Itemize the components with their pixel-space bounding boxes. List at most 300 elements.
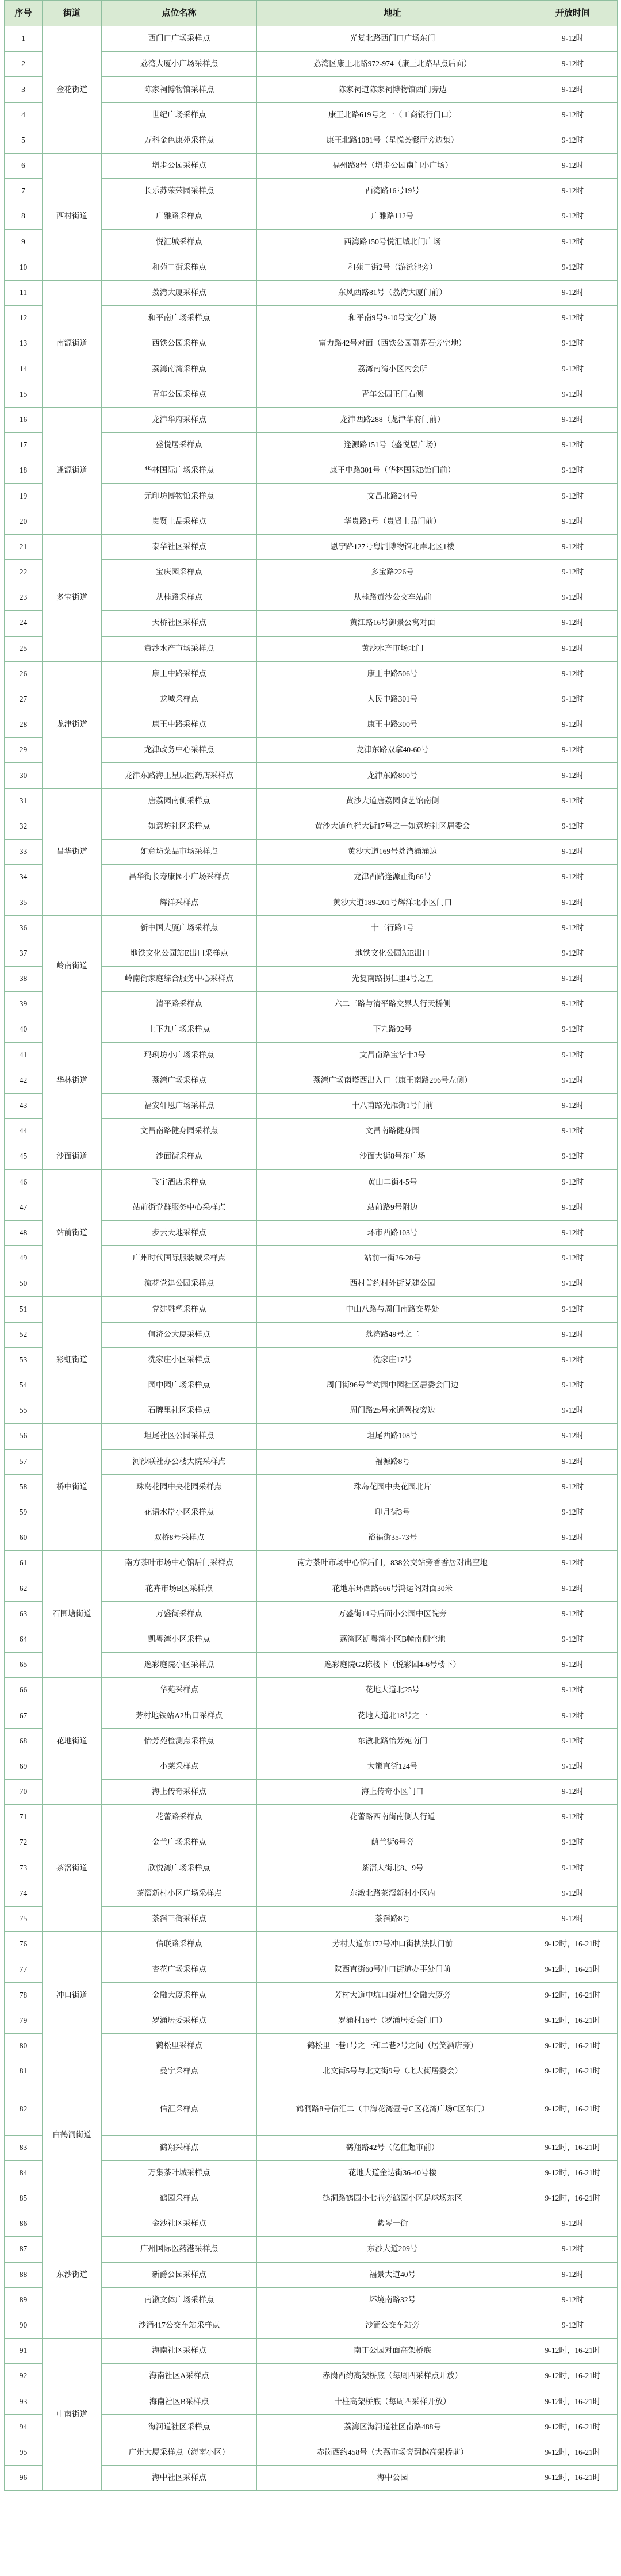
site-name: 园中园广场采样点 xyxy=(102,1373,257,1398)
site-address: 大策直街124号 xyxy=(257,1754,528,1779)
open-hours: 9-12时 xyxy=(528,1144,618,1170)
row-number: 58 xyxy=(5,1474,43,1500)
row-number: 49 xyxy=(5,1246,43,1271)
open-hours: 9-12时 xyxy=(528,2287,618,2313)
row-number: 95 xyxy=(5,2440,43,2465)
site-name: 小莱采样点 xyxy=(102,1754,257,1779)
open-hours: 9-12时 xyxy=(528,611,618,636)
site-name: 欣悦湾广场采样点 xyxy=(102,1856,257,1881)
site-name: 芳村地铁站A2出口采样点 xyxy=(102,1703,257,1728)
row-number: 55 xyxy=(5,1398,43,1424)
site-address: 下九路92号 xyxy=(257,1017,528,1042)
table-row xyxy=(5,2211,618,2237)
open-hours: 9-12时 xyxy=(528,814,618,839)
street-name: 岭南街道 xyxy=(43,915,102,1017)
site-address: 北文街5号与北文街9号（北大街居委会） xyxy=(257,2059,528,2084)
site-address: 青年公园正门右侧 xyxy=(257,382,528,407)
site-name: 黄沙水产市场采样点 xyxy=(102,636,257,661)
row-number: 2 xyxy=(5,52,43,77)
site-address: 陕西直街60号冲口街道办事处门前 xyxy=(257,1957,528,1983)
site-name: 南方茶叶市场中心馆后门采样点 xyxy=(102,1551,257,1576)
site-address: 花地大道北18号之一 xyxy=(257,1703,528,1728)
site-address: 和苑二街2号（游泳池旁） xyxy=(257,255,528,280)
header-address: 地址 xyxy=(257,1,528,26)
open-hours: 9-12时 xyxy=(528,1195,618,1220)
site-name: 元印坊博物馆采样点 xyxy=(102,484,257,509)
open-hours: 9-12时 xyxy=(528,382,618,407)
site-name: 龙津东路海王星辰医药店采样点 xyxy=(102,763,257,788)
street-name: 西村街道 xyxy=(43,153,102,280)
header-row xyxy=(5,1,618,26)
row-number: 79 xyxy=(5,2008,43,2033)
site-name: 凯粤湾小区采样点 xyxy=(102,1627,257,1652)
site-name: 从桂路采样点 xyxy=(102,585,257,611)
site-address: 康王北路1081号（星悦荟餐厅旁边集） xyxy=(257,128,528,153)
table-row xyxy=(5,2059,618,2084)
row-number: 39 xyxy=(5,992,43,1017)
site-name: 龙津华府采样点 xyxy=(102,407,257,432)
street-name: 多宝街道 xyxy=(43,534,102,661)
row-number: 89 xyxy=(5,2287,43,2313)
site-name: 罗涌居委采样点 xyxy=(102,2008,257,2033)
table-row xyxy=(5,1170,618,1195)
site-address: 花地大道金达街36-40号楼 xyxy=(257,2160,528,2186)
site-address: 芳村大道东172号冲口街执法队门前 xyxy=(257,1932,528,1957)
row-number: 5 xyxy=(5,128,43,153)
row-number: 90 xyxy=(5,2313,43,2338)
site-address: 黄沙水产市场北门 xyxy=(257,636,528,661)
site-address: 富力路42号对面（西铁公园萧界石旁空地） xyxy=(257,331,528,356)
open-hours: 9-12时 xyxy=(528,356,618,382)
open-hours: 9-12时 xyxy=(528,1881,618,1906)
row-number: 77 xyxy=(5,1957,43,1983)
open-hours: 9-12时 xyxy=(528,1017,618,1042)
row-number: 82 xyxy=(5,2084,43,2135)
site-name: 海河道社区采样点 xyxy=(102,2414,257,2440)
open-hours: 9-12时 xyxy=(528,1093,618,1118)
site-name: 康王中路采样点 xyxy=(102,712,257,738)
site-name: 康王中路采样点 xyxy=(102,661,257,687)
site-name: 昌华街长寿康园小广场采样点 xyxy=(102,865,257,890)
open-hours: 9-12时 xyxy=(528,1068,618,1093)
street-name: 茶滘街道 xyxy=(43,1805,102,1932)
open-hours: 9-12时，16-21时 xyxy=(528,2033,618,2058)
site-address: 万盛街14号后面小公园中医院旁 xyxy=(257,1601,528,1627)
site-address: 十三行路1号 xyxy=(257,915,528,941)
site-address: 鹤洞路8号信汇二（中海花湾壹号C区花湾广场C区东门） xyxy=(257,2084,528,2135)
row-number: 4 xyxy=(5,102,43,128)
row-number: 15 xyxy=(5,382,43,407)
open-hours: 9-12时 xyxy=(528,1906,618,1931)
site-address: 文昌南路宝华十3号 xyxy=(257,1042,528,1068)
site-name: 增步公园采样点 xyxy=(102,153,257,178)
row-number: 28 xyxy=(5,712,43,738)
row-number: 57 xyxy=(5,1449,43,1474)
row-number: 26 xyxy=(5,661,43,687)
site-name: 党建雕塑采样点 xyxy=(102,1297,257,1322)
site-name: 如意坊社区采样点 xyxy=(102,814,257,839)
row-number: 88 xyxy=(5,2262,43,2287)
street-name: 中南街道 xyxy=(43,2339,102,2491)
open-hours: 9-12时 xyxy=(528,712,618,738)
open-hours: 9-12时，16-21时 xyxy=(528,2339,618,2364)
row-number: 75 xyxy=(5,1906,43,1931)
site-name: 珠岛花园中央花园采样点 xyxy=(102,1474,257,1500)
row-number: 29 xyxy=(5,738,43,763)
row-number: 14 xyxy=(5,356,43,382)
open-hours: 9-12时 xyxy=(528,153,618,178)
site-address: 文昌北路244号 xyxy=(257,484,528,509)
site-name: 海中社区采样点 xyxy=(102,2466,257,2491)
row-number: 61 xyxy=(5,1551,43,1576)
site-address: 荔湾南湾小区内会所 xyxy=(257,356,528,382)
open-hours: 9-12时，16-21时 xyxy=(528,2389,618,2414)
site-name: 龙津政务中心采样点 xyxy=(102,738,257,763)
table-row xyxy=(5,26,618,52)
open-hours: 9-12时 xyxy=(528,1754,618,1779)
street-name: 东沙街道 xyxy=(43,2211,102,2339)
site-name: 荔湾大厦采样点 xyxy=(102,280,257,305)
row-number: 23 xyxy=(5,585,43,611)
open-hours: 9-12时 xyxy=(528,1653,618,1678)
open-hours: 9-12时 xyxy=(528,865,618,890)
row-number: 25 xyxy=(5,636,43,661)
site-address: 周门路25号永通驾校旁边 xyxy=(257,1398,528,1424)
site-address: 南方茶叶市场中心馆后门，838公交站旁香香居对出空地 xyxy=(257,1551,528,1576)
site-address: 六二三路与清平路交界人行天桥侧 xyxy=(257,992,528,1017)
table-row xyxy=(5,788,618,814)
street-name: 沙面街道 xyxy=(43,1144,102,1170)
site-name: 世纪广场采样点 xyxy=(102,102,257,128)
site-name: 西铁公园采样点 xyxy=(102,331,257,356)
open-hours: 9-12时，16-21时 xyxy=(528,2135,618,2160)
site-name: 华林国际广场采样点 xyxy=(102,458,257,484)
site-name: 辉洋采样点 xyxy=(102,890,257,915)
open-hours: 9-12时 xyxy=(528,788,618,814)
site-address: 赤岗西约高架桥底（每周四采样点开放） xyxy=(257,2364,528,2389)
site-address: 环市西路103号 xyxy=(257,1220,528,1245)
row-number: 41 xyxy=(5,1042,43,1068)
open-hours: 9-12时 xyxy=(528,839,618,865)
row-number: 94 xyxy=(5,2414,43,2440)
open-hours: 9-12时 xyxy=(528,763,618,788)
site-address: 坏境南路32号 xyxy=(257,2287,528,2313)
site-address: 珠岛花园中央花园北片 xyxy=(257,1474,528,1500)
row-number: 64 xyxy=(5,1627,43,1652)
site-name: 花卉市场B区采样点 xyxy=(102,1576,257,1601)
site-address: 十八甫路光雁街1号门前 xyxy=(257,1093,528,1118)
open-hours: 9-12时 xyxy=(528,1703,618,1728)
open-hours: 9-12时 xyxy=(528,1347,618,1373)
open-hours: 9-12时 xyxy=(528,1119,618,1144)
row-number: 52 xyxy=(5,1322,43,1347)
row-number: 78 xyxy=(5,1983,43,2008)
row-number: 16 xyxy=(5,407,43,432)
open-hours: 9-12时 xyxy=(528,1678,618,1703)
open-hours: 9-12时 xyxy=(528,1856,618,1881)
site-name: 海南社区B采样点 xyxy=(102,2389,257,2414)
site-name: 泰华社区采样点 xyxy=(102,534,257,559)
open-hours: 9-12时 xyxy=(528,458,618,484)
site-name: 茶滘三街采样点 xyxy=(102,1906,257,1931)
open-hours: 9-12时 xyxy=(528,229,618,255)
site-name: 贵贤上品采样点 xyxy=(102,509,257,534)
site-name: 曼宁采样点 xyxy=(102,2059,257,2084)
site-address: 福州路8号（增步公园南门小广场） xyxy=(257,153,528,178)
site-address: 西湾路16号19号 xyxy=(257,179,528,204)
row-number: 18 xyxy=(5,458,43,484)
site-name: 文昌南路健身园采样点 xyxy=(102,1119,257,1144)
site-address: 多宝路226号 xyxy=(257,559,528,585)
row-number: 54 xyxy=(5,1373,43,1398)
site-name: 玛琍坊小广场采样点 xyxy=(102,1042,257,1068)
open-hours: 9-12时 xyxy=(528,509,618,534)
site-name: 万科金色康苑采样点 xyxy=(102,128,257,153)
open-hours: 9-12时 xyxy=(528,1551,618,1576)
street-name: 逢源街道 xyxy=(43,407,102,534)
open-hours: 9-12时 xyxy=(528,1424,618,1449)
table-row xyxy=(5,1551,618,1576)
site-name: 何济公大厦采样点 xyxy=(102,1322,257,1347)
open-hours: 9-12时，16-21时 xyxy=(528,2160,618,2186)
open-hours: 9-12时 xyxy=(528,2262,618,2287)
site-address: 沙面大街8号东广场 xyxy=(257,1144,528,1170)
site-name: 花语水岸小区采样点 xyxy=(102,1500,257,1525)
site-name: 和苑二街采样点 xyxy=(102,255,257,280)
site-address: 人民中路301号 xyxy=(257,687,528,712)
open-hours: 9-12时，16-21时 xyxy=(528,1932,618,1957)
site-name: 天桥社区采样点 xyxy=(102,611,257,636)
open-hours: 9-12时 xyxy=(528,1779,618,1804)
site-name: 信汇采样点 xyxy=(102,2084,257,2135)
street-name: 金花街道 xyxy=(43,26,102,154)
site-name: 海南社区采样点 xyxy=(102,2339,257,2364)
street-name: 华林街道 xyxy=(43,1017,102,1144)
site-address: 荔湾路49号之二 xyxy=(257,1322,528,1347)
site-address: 鹤洞路鹤园小七巷旁鹤园小区足球场东区 xyxy=(257,2186,528,2211)
site-name: 地铁文化公园站E出口采样点 xyxy=(102,941,257,966)
row-number: 81 xyxy=(5,2059,43,2084)
row-number: 92 xyxy=(5,2364,43,2389)
row-number: 36 xyxy=(5,915,43,941)
site-address: 黄沙大道189-201号辉洋北小区门口 xyxy=(257,890,528,915)
site-name: 盛悦居采样点 xyxy=(102,433,257,458)
site-address: 十柱高架桥底（每周四采样开放） xyxy=(257,2389,528,2414)
table-row xyxy=(5,1017,618,1042)
site-name: 宝庆园采样点 xyxy=(102,559,257,585)
site-name: 金融大厦采样点 xyxy=(102,1983,257,2008)
site-address: 黄沙大道鱼栏大街17号之一如意坊社区居委会 xyxy=(257,814,528,839)
row-number: 85 xyxy=(5,2186,43,2211)
row-number: 63 xyxy=(5,1601,43,1627)
row-number: 44 xyxy=(5,1119,43,1144)
site-address: 印月街3号 xyxy=(257,1500,528,1525)
site-name: 信联路采样点 xyxy=(102,1932,257,1957)
site-address: 康王中路506号 xyxy=(257,661,528,687)
site-name: 上下九广场采样点 xyxy=(102,1017,257,1042)
row-number: 59 xyxy=(5,1500,43,1525)
row-number: 69 xyxy=(5,1754,43,1779)
site-address: 陈家祠道陈家祠博物馆西门旁边 xyxy=(257,77,528,102)
site-address: 站前一街26-28号 xyxy=(257,1246,528,1271)
row-number: 43 xyxy=(5,1093,43,1118)
open-hours: 9-12时 xyxy=(528,1500,618,1525)
open-hours: 9-12时 xyxy=(528,941,618,966)
site-address: 从桂路黄沙公交车站前 xyxy=(257,585,528,611)
site-address: 福景大道40号 xyxy=(257,2262,528,2287)
open-hours: 9-12时 xyxy=(528,1474,618,1500)
site-address: 周门街96号首约园中园社区居委会门边 xyxy=(257,1373,528,1398)
site-address: 赤岗西约458号（大荔市场旁翻越高架桥前） xyxy=(257,2440,528,2465)
site-address: 龙津东路800号 xyxy=(257,763,528,788)
street-name: 石围塘街道 xyxy=(43,1551,102,1678)
site-name: 如意坊菜品市场采样点 xyxy=(102,839,257,865)
street-name: 龙津街道 xyxy=(43,661,102,788)
site-name: 逸彩庭院小区采样点 xyxy=(102,1653,257,1678)
site-address: 花地东环西路666号鸿运阁对面30米 xyxy=(257,1576,528,1601)
row-number: 62 xyxy=(5,1576,43,1601)
open-hours: 9-12时 xyxy=(528,992,618,1017)
row-number: 1 xyxy=(5,26,43,52)
open-hours: 9-12时 xyxy=(528,1373,618,1398)
site-name: 广雅路采样点 xyxy=(102,204,257,229)
site-name: 鹤园采样点 xyxy=(102,2186,257,2211)
site-address: 东漖北路茶滘新村小区内 xyxy=(257,1881,528,1906)
row-number: 72 xyxy=(5,1830,43,1856)
site-address: 花地大道北25号 xyxy=(257,1678,528,1703)
site-name: 鹤翔采样点 xyxy=(102,2135,257,2160)
site-address: 康王北路619号之一（工商银行门口） xyxy=(257,102,528,128)
site-name: 新爵公园采样点 xyxy=(102,2262,257,2287)
row-number: 31 xyxy=(5,788,43,814)
site-address: 海上传奇小区门口 xyxy=(257,1779,528,1804)
open-hours: 9-12时 xyxy=(528,1449,618,1474)
row-number: 11 xyxy=(5,280,43,305)
site-address: 福源路8号 xyxy=(257,1449,528,1474)
street-name: 彩虹街道 xyxy=(43,1297,102,1424)
row-number: 87 xyxy=(5,2237,43,2262)
site-address: 中山八路与周门南路交界处 xyxy=(257,1297,528,1322)
open-hours: 9-12时 xyxy=(528,1398,618,1424)
table-body xyxy=(5,26,618,2491)
site-address: 鹤翔路42号（亿佳超市前） xyxy=(257,2135,528,2160)
table-row xyxy=(5,534,618,559)
open-hours: 9-12时 xyxy=(528,1830,618,1856)
open-hours: 9-12时 xyxy=(528,1805,618,1830)
row-number: 19 xyxy=(5,484,43,509)
site-name: 广州时代国际服装城采样点 xyxy=(102,1246,257,1271)
site-address: 黄山二街4-5号 xyxy=(257,1170,528,1195)
site-address: 紫琴一街 xyxy=(257,2211,528,2237)
site-address: 龙津东路双拿40-60号 xyxy=(257,738,528,763)
site-name: 广州大厦采样点（海南小区） xyxy=(102,2440,257,2465)
open-hours: 9-12时，16-21时 xyxy=(528,1957,618,1983)
site-name: 河沙联社办公楼大院采样点 xyxy=(102,1449,257,1474)
site-address: 光复北路西门口广场东门 xyxy=(257,26,528,52)
street-name: 花地街道 xyxy=(43,1678,102,1805)
open-hours: 9-12时 xyxy=(528,2211,618,2237)
table-row xyxy=(5,1144,618,1170)
table-row xyxy=(5,2339,618,2364)
site-name: 和平南广场采样点 xyxy=(102,306,257,331)
site-name: 站前街党群服务中心采样点 xyxy=(102,1195,257,1220)
site-address: 华贵路1号（贵贤上品门前） xyxy=(257,509,528,534)
open-hours: 9-12时 xyxy=(528,331,618,356)
site-address: 黄沙大道169号荔湾涌涌边 xyxy=(257,839,528,865)
site-address: 恩宁路127号粤剧博物馆北岸北区1楼 xyxy=(257,534,528,559)
table-row xyxy=(5,1678,618,1703)
row-number: 8 xyxy=(5,204,43,229)
street-name: 白鹤洞街道 xyxy=(43,2059,102,2211)
row-number: 67 xyxy=(5,1703,43,1728)
header-site-name: 点位名称 xyxy=(102,1,257,26)
open-hours: 9-12时，16-21时 xyxy=(528,2084,618,2135)
row-number: 86 xyxy=(5,2211,43,2237)
site-address: 裕福街35-73号 xyxy=(257,1525,528,1551)
site-name: 金沙社区采样点 xyxy=(102,2211,257,2237)
row-number: 93 xyxy=(5,2389,43,2414)
site-address: 东漖北路怡芳苑南门 xyxy=(257,1728,528,1754)
site-name: 茶滘新村小区广场采样点 xyxy=(102,1881,257,1906)
site-name: 石牌里社区采样点 xyxy=(102,1398,257,1424)
site-address: 花蕾路西南街南侧人行道 xyxy=(257,1805,528,1830)
open-hours: 9-12时 xyxy=(528,2313,618,2338)
open-hours: 9-12时 xyxy=(528,433,618,458)
row-number: 34 xyxy=(5,865,43,890)
open-hours: 9-12时，16-21时 xyxy=(528,2059,618,2084)
open-hours: 9-12时 xyxy=(528,1170,618,1195)
table-row xyxy=(5,1805,618,1830)
site-address: 黄江路16号御景公寓对面 xyxy=(257,611,528,636)
open-hours: 9-12时 xyxy=(528,738,618,763)
site-name: 西门口广场采样点 xyxy=(102,26,257,52)
open-hours: 9-12时 xyxy=(528,534,618,559)
table-row xyxy=(5,1297,618,1322)
open-hours: 9-12时，16-21时 xyxy=(528,2008,618,2033)
row-number: 80 xyxy=(5,2033,43,2058)
street-name: 站前街道 xyxy=(43,1170,102,1297)
row-number: 96 xyxy=(5,2466,43,2491)
open-hours: 9-12时 xyxy=(528,102,618,128)
row-number: 45 xyxy=(5,1144,43,1170)
row-number: 66 xyxy=(5,1678,43,1703)
site-name: 福安轩恩广场采样点 xyxy=(102,1093,257,1118)
open-hours: 9-12时 xyxy=(528,1271,618,1297)
open-hours: 9-12时 xyxy=(528,585,618,611)
row-number: 40 xyxy=(5,1017,43,1042)
open-hours: 9-12时，16-21时 xyxy=(528,2186,618,2211)
open-hours: 9-12时 xyxy=(528,1525,618,1551)
site-name: 步云天地采样点 xyxy=(102,1220,257,1245)
site-address: 茶滘路8号 xyxy=(257,1906,528,1931)
row-number: 32 xyxy=(5,814,43,839)
site-name: 怡芳苑检测点采样点 xyxy=(102,1728,257,1754)
open-hours: 9-12时 xyxy=(528,26,618,52)
row-number: 22 xyxy=(5,559,43,585)
site-address: 南丁公园对面高架桥底 xyxy=(257,2339,528,2364)
table-row xyxy=(5,915,618,941)
site-name: 金兰广场采样点 xyxy=(102,1830,257,1856)
row-number: 70 xyxy=(5,1779,43,1804)
site-address: 黄沙大道唐荔园食艺馆南侧 xyxy=(257,788,528,814)
site-address: 荫兰街6号旁 xyxy=(257,1830,528,1856)
row-number: 12 xyxy=(5,306,43,331)
open-hours: 9-12时 xyxy=(528,306,618,331)
site-address: 荔湾区凯粤湾小区B幢南侧空地 xyxy=(257,1627,528,1652)
table-row xyxy=(5,661,618,687)
row-number: 20 xyxy=(5,509,43,534)
row-number: 46 xyxy=(5,1170,43,1195)
